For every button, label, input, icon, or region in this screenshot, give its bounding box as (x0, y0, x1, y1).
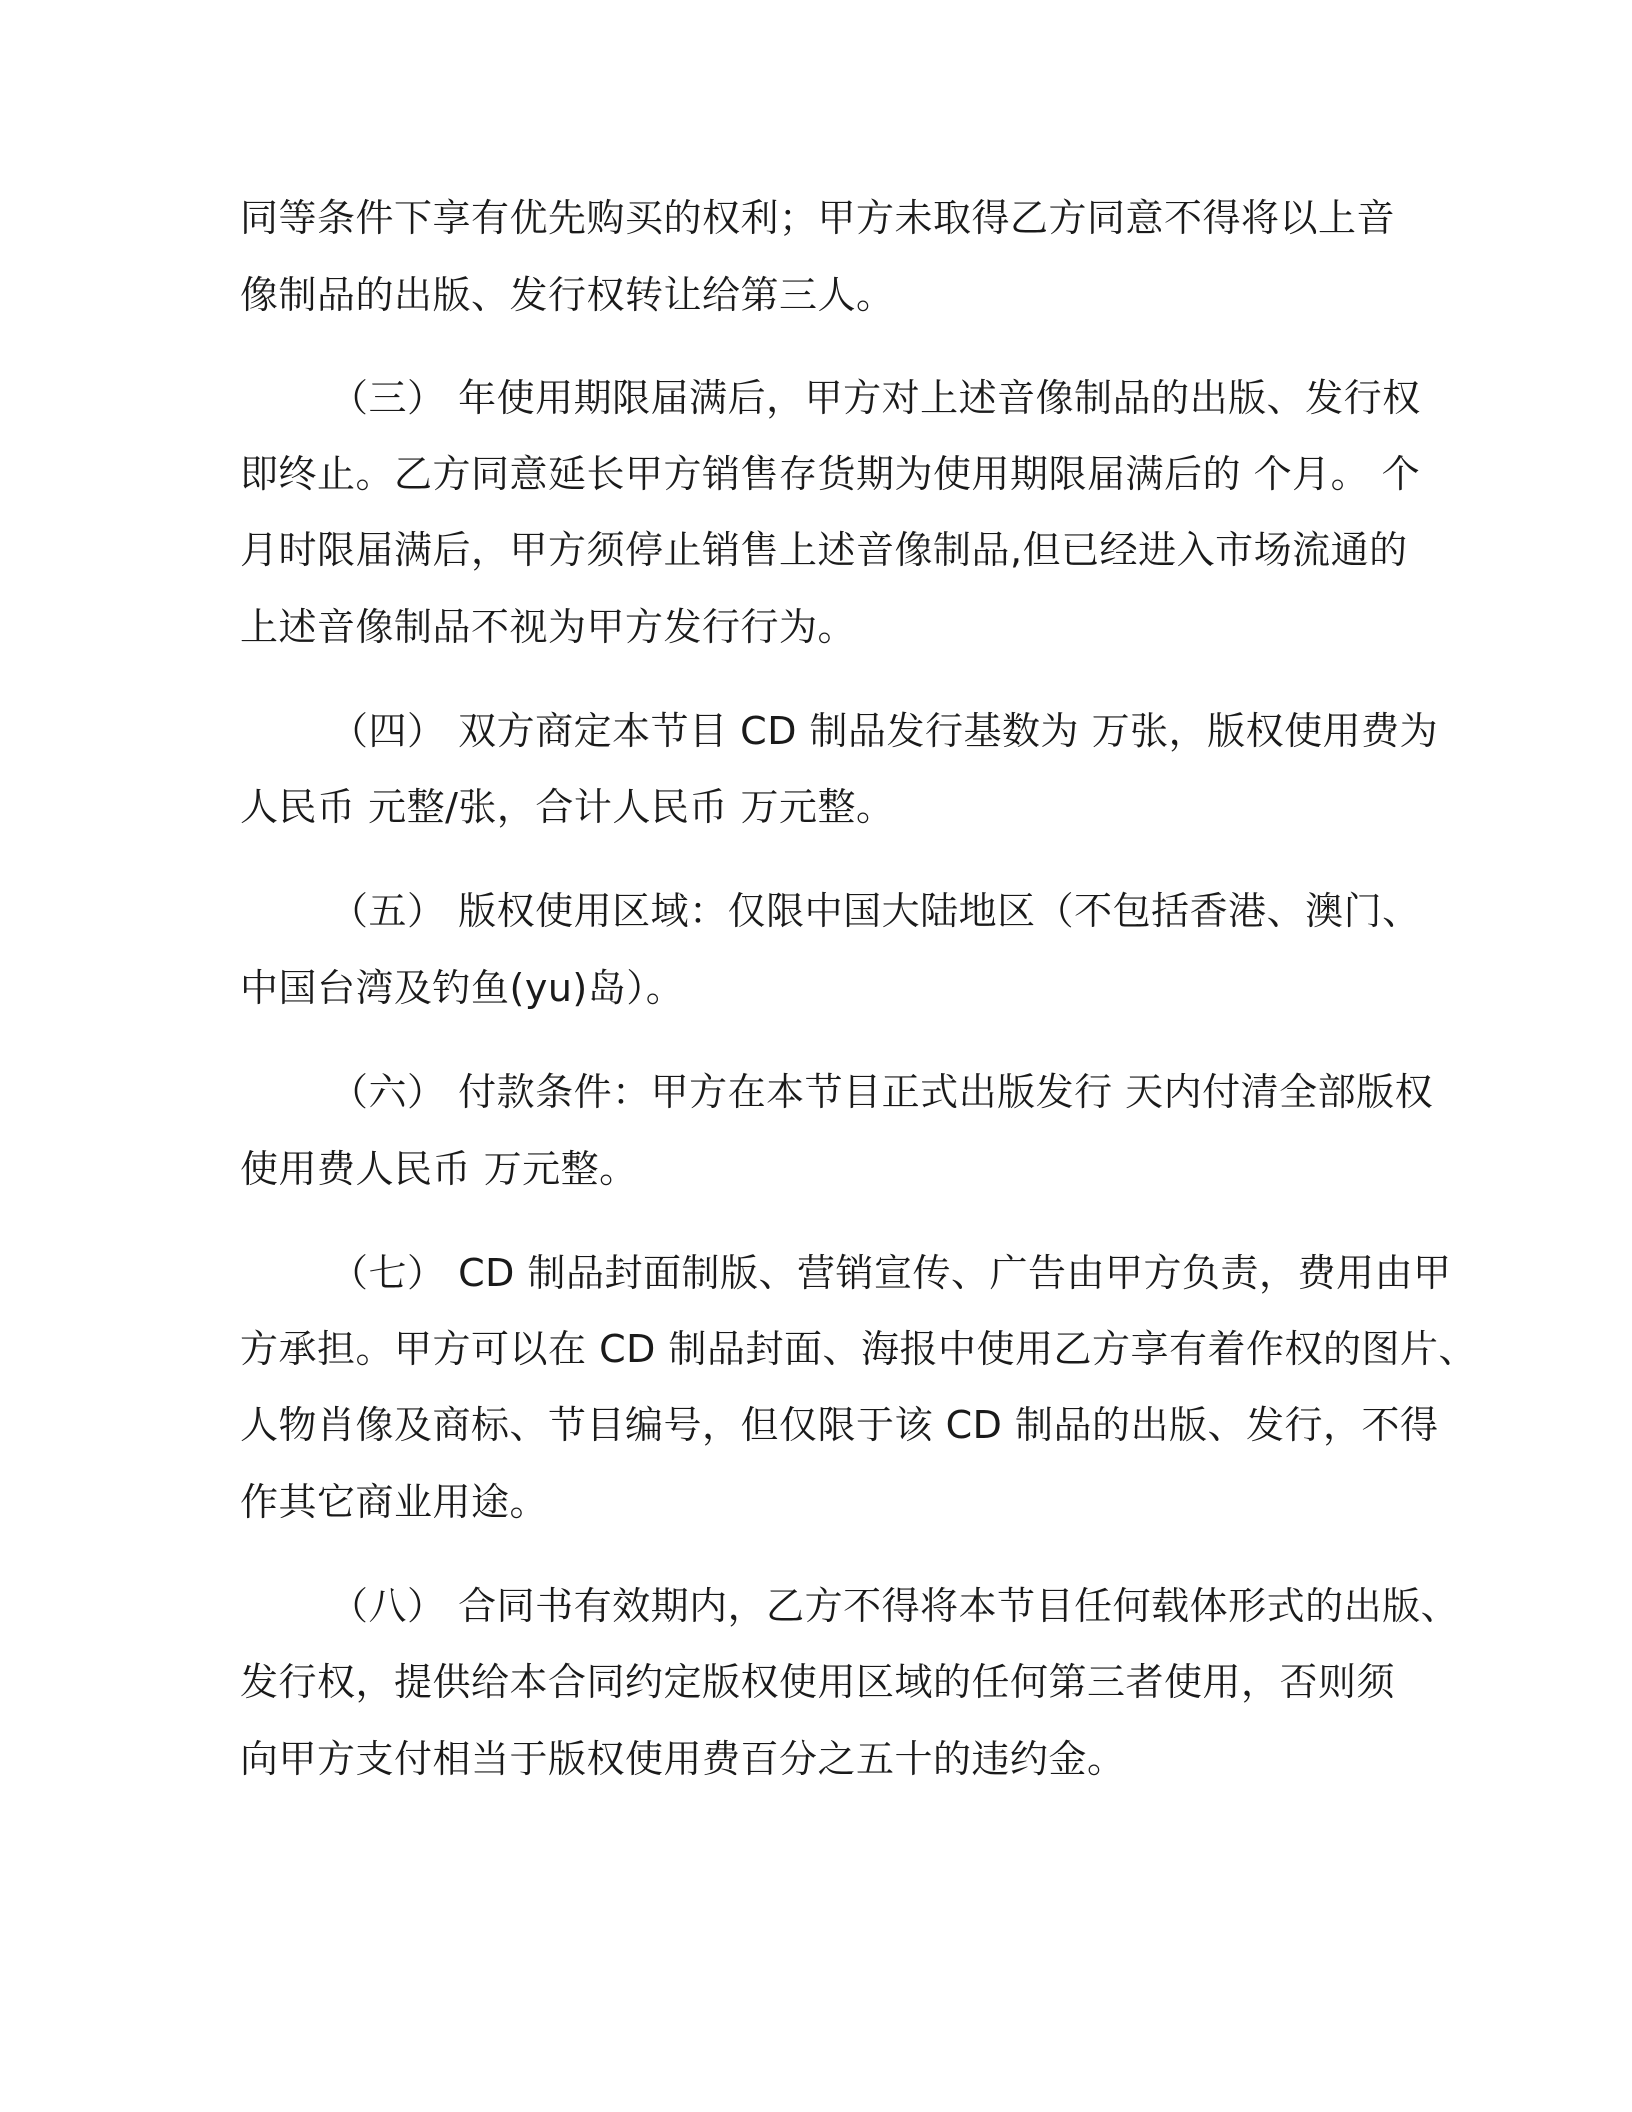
clause-three-first-line: （三） 年使用期限届满后，甲方对上述音像制品的出版、发行权 (330, 376, 1421, 420)
text-line: 人民币 元整/张，合计人民币 万元整。 (240, 785, 895, 829)
clause-five-first-line: （五） 版权使用区域：仅限中国大陆地区（不包括香港、澳门、 (330, 889, 1421, 933)
text-line: 向甲方支付相当于版权使用费百分之五十的违约金。 (240, 1737, 1126, 1781)
text-line: 同等条件下享有优先购买的权利；甲方未取得乙方同意不得将以上音 (240, 196, 1396, 240)
clause-six-first-line: （六） 付款条件：甲方在本节目正式出版发行 天内付清全部版权 (330, 1070, 1434, 1114)
text-line: 即终止。乙方同意延长甲方销售存货期为使用期限届满后的 个月。 个 (240, 452, 1421, 496)
text-line: 作其它商业用途。 (240, 1480, 549, 1524)
text-line: 方承担。甲方可以在 CD 制品封面、海报中使用乙方享有着作权的图片、 (240, 1327, 1477, 1371)
text-line: 像制品的出版、发行权转让给第三人。 (240, 273, 895, 317)
text-line: 月时限届满后，甲方须停止销售上述音像制品,但已经进入市场流通的 (240, 528, 1408, 572)
text-line: 人物肖像及商标、节目编号，但仅限于该 CD 制品的出版、发行，不得 (240, 1403, 1439, 1447)
clause-four-first-line: （四） 双方商定本节目 CD 制品发行基数为 万张，版权使用费为 (330, 709, 1439, 753)
text-line: 中国台湾及钓鱼(yu)岛）。 (240, 966, 685, 1010)
clause-seven-first-line: （七） CD 制品封面制版、营销宣传、广告由甲方负责，费用由甲 (330, 1251, 1452, 1295)
text-line: 发行权，提供给本合同约定版权使用区域的任何第三者使用，否则须 (240, 1660, 1396, 1704)
text-line: 使用费人民币 万元整。 (240, 1147, 638, 1191)
text-line: 上述音像制品不视为甲方发行行为。 (240, 605, 857, 649)
clause-eight-first-line: （八） 合同书有效期内，乙方不得将本节目任何载体形式的出版、 (330, 1584, 1460, 1628)
